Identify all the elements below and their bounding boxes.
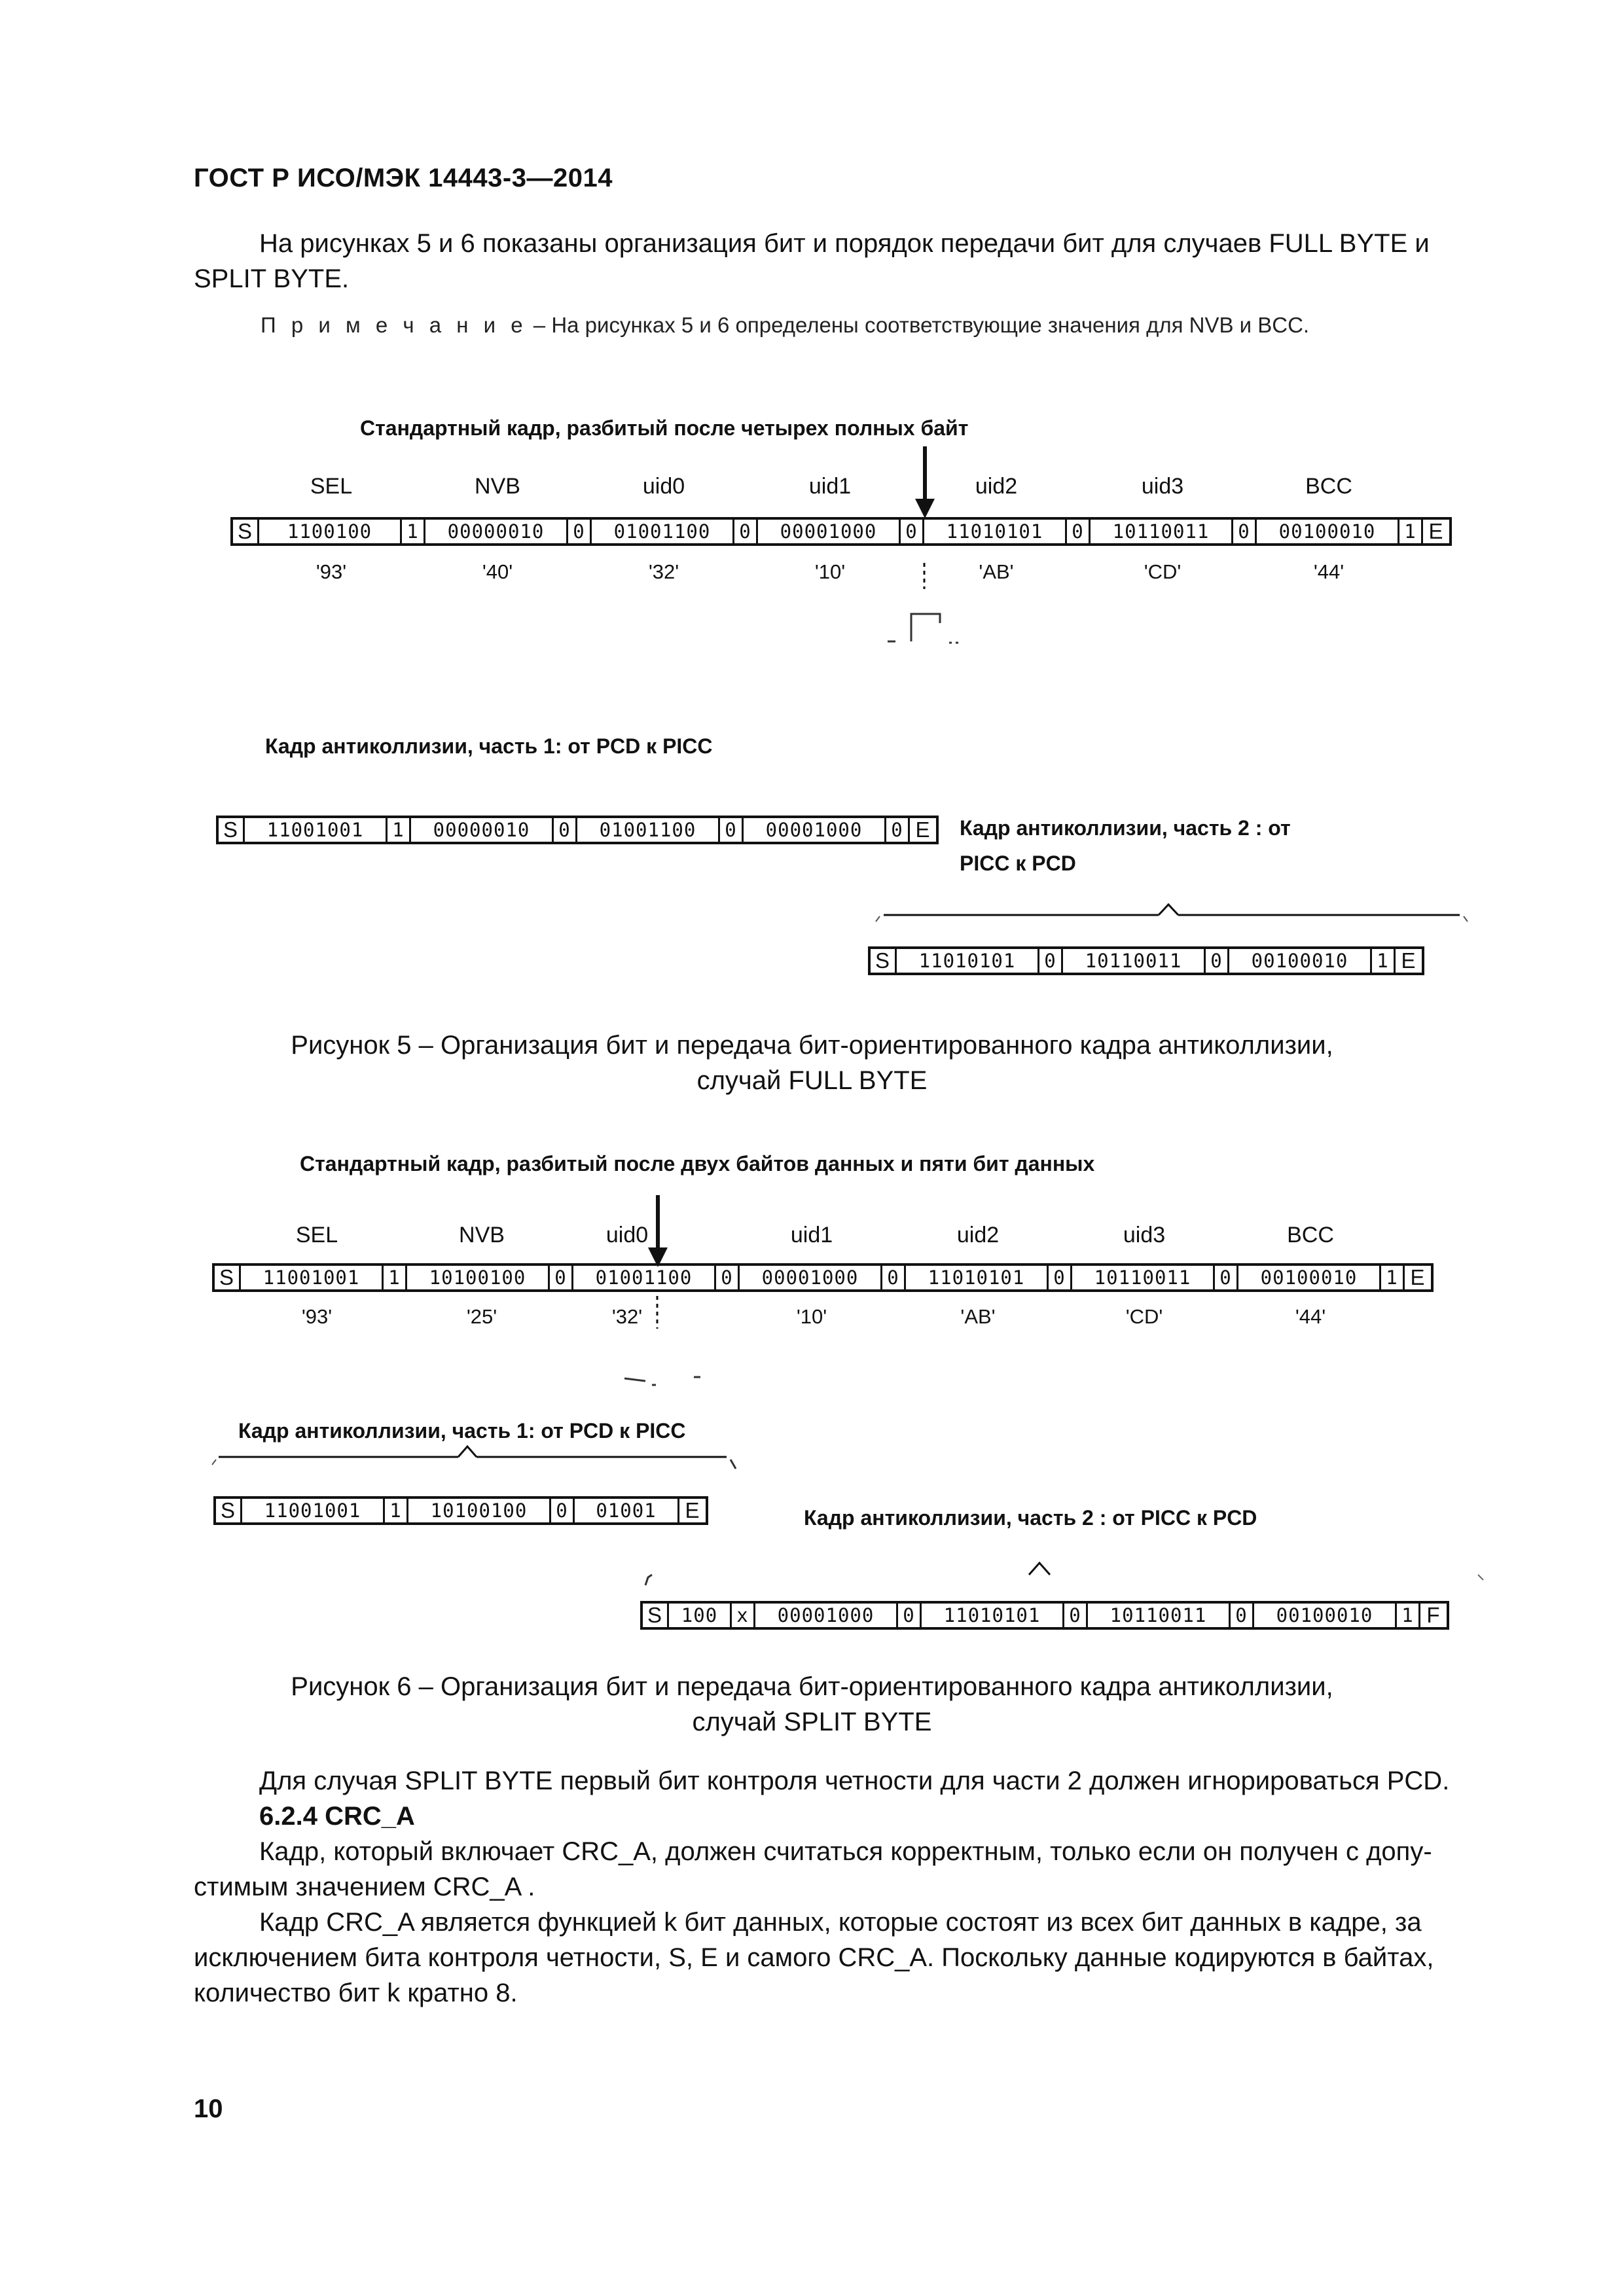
part2-title-line2: PICC к PCD <box>960 852 1076 875</box>
parity-bit: 1 <box>402 520 425 543</box>
byte-cell: 11001001 <box>241 1266 384 1289</box>
caption-line2: случай FULL BYTE <box>696 1066 928 1095</box>
parity-bit: 0 <box>720 818 744 842</box>
byte-cell: 00000010 <box>411 818 554 842</box>
f5-hex-uid1: '10' <box>814 560 846 583</box>
f6-label-bcc: BCC <box>1287 1223 1334 1247</box>
byte-cell: 10100100 <box>407 1266 550 1289</box>
figure6-title: Стандартный кадр, разбитый после двух байтов данных и пяти бит данных <box>300 1152 1095 1175</box>
parity-bit: 0 <box>901 520 924 543</box>
start-bit: S <box>216 1499 242 1522</box>
byte-cell: 11010101 <box>906 1266 1049 1289</box>
f6-label-uid1: uid1 <box>790 1223 833 1247</box>
f5-label-uid0: uid0 <box>642 474 685 499</box>
byte-cell: 10110011 <box>1063 949 1206 973</box>
f5-hex-nvb: '40' <box>482 560 513 583</box>
crc-para1-line1: Кадр, который включает CRC_A, должен считаться корректным, только если он получен с допу- <box>259 1837 1432 1866</box>
split-byte-note: Для случая SPLIT BYTE первый бит контроля четности для части 2 должен игнорироваться PCD. <box>259 1767 1450 1795</box>
f5-hex-uid0: '32' <box>648 560 679 583</box>
figure5-part1-frame <box>216 816 939 844</box>
f5-hex-bcc: '44' <box>1313 560 1344 583</box>
byte-cell: 00001000 <box>740 1266 882 1289</box>
byte-cell: 11001001 <box>245 818 388 842</box>
byte-cell: 00001000 <box>755 1604 898 1627</box>
split-arrow-icon <box>909 446 941 520</box>
start-bit: S <box>215 1266 241 1289</box>
parity-bit: 0 <box>882 1266 906 1289</box>
parity-bit: 0 <box>568 520 592 543</box>
parity-bit: 1 <box>1381 1266 1405 1289</box>
end-bit: E <box>1410 1265 1426 1289</box>
figure5-part2-title <box>960 810 1291 881</box>
byte-cell: 00001000 <box>758 520 901 543</box>
figure5-part2-frame <box>868 946 1424 975</box>
parity-bit: 0 <box>886 818 910 842</box>
f6-label-nvb: NVB <box>459 1223 505 1247</box>
f6-hex-sel: '93' <box>301 1305 333 1328</box>
parity-bit: 0 <box>1206 949 1229 973</box>
end-bit: E <box>1401 948 1416 973</box>
f6-label-uid0: uid0 <box>605 1223 649 1247</box>
figure6-part1-title: Кадр антиколлизии, часть 1: от PCD к PICC <box>238 1419 686 1443</box>
parity-bit: 0 <box>550 1266 573 1289</box>
ignored-parity-bit: x <box>732 1604 755 1627</box>
parity-bit: 1 <box>1372 949 1396 973</box>
start-bit: S <box>871 949 897 973</box>
byte-cell: 01001100 <box>573 1266 716 1289</box>
end-bit: E <box>685 1498 700 1522</box>
crc-para2-line2: исключением бита контроля четности, S, E и самого CRC_A. Поскольку данные кодируются в байтах, <box>194 1943 1434 1972</box>
intro-paragraph: На рисунках 5 и 6 показаны организация бит и порядок передачи бит для случаев FULL BYTE и SPLIT BYTE. <box>194 229 1430 293</box>
f5-hex-sel: '93' <box>316 560 347 583</box>
byte-cell: 00000010 <box>425 520 568 543</box>
parity-bit: 1 <box>1397 1604 1420 1627</box>
byte-cell: 00100010 <box>1229 949 1372 973</box>
section-heading: 6.2.4 CRC_A <box>259 1802 415 1831</box>
byte-cell: 00100010 <box>1254 1604 1397 1627</box>
f5-label-sel: SEL <box>310 474 353 499</box>
parity-bit: 0 <box>1067 520 1091 543</box>
f6-hex-uid1: '10' <box>796 1305 827 1328</box>
brace-icon <box>209 1440 746 1479</box>
figure6-part1-frame <box>213 1496 708 1525</box>
start-bit: S <box>219 818 245 842</box>
parity-bit: 1 <box>1399 520 1423 543</box>
f6-hex-uid3: 'CD' <box>1125 1305 1163 1328</box>
byte-cell: 1100100 <box>259 520 402 543</box>
start-bit: S <box>233 520 259 543</box>
figure6-part2-title: Кадр антиколлизии, часть 2 : от PICC к PCD <box>804 1506 1257 1530</box>
f5-label-uid2: uid2 <box>975 474 1018 499</box>
parity-bit: 1 <box>388 818 411 842</box>
parity-bit: 0 <box>1231 1604 1254 1627</box>
figure5-caption <box>0 1028 1624 1098</box>
part2-title-line1: Кадр антиколлизии, часть 2 : от <box>960 816 1291 840</box>
figure5-standard-frame <box>230 517 1452 546</box>
byte-cell: 01001100 <box>592 520 734 543</box>
parity-bit: 0 <box>1064 1604 1088 1627</box>
crc-para2-line3: количество бит k кратно 8. <box>194 1979 518 2007</box>
parity-bit: 0 <box>716 1266 740 1289</box>
page-number: 10 <box>194 2094 223 2123</box>
split-marker-icon <box>864 550 982 655</box>
note-prefix: П р и м е ч а н и е <box>261 313 528 337</box>
figure6-standard-frame <box>212 1263 1434 1292</box>
parity-bit: 0 <box>1215 1266 1238 1289</box>
f5-label-uid3: uid3 <box>1141 474 1184 499</box>
caption-line1: Рисунок 6 – Организация бит и передача бит-ориентированного кадра антиколлизии, <box>291 1672 1333 1701</box>
end-bit: E <box>915 817 931 842</box>
f5-label-uid1: uid1 <box>808 474 852 499</box>
f6-hex-bcc: '44' <box>1295 1305 1326 1328</box>
byte-cell: 11001001 <box>242 1499 385 1522</box>
f5-hex-uid3: 'CD' <box>1144 560 1182 583</box>
figure5-title: Стандартный кадр, разбитый после четырех полных байт <box>360 416 969 440</box>
brace-icon <box>871 895 1473 941</box>
byte-cell: 01001100 <box>577 818 720 842</box>
parity-bit: 0 <box>1233 520 1257 543</box>
f6-hex-uid2: 'AB' <box>960 1305 996 1328</box>
crc-para1-line2: стимым значением CRC_A . <box>194 1873 535 1901</box>
end-bit: F <box>1426 1603 1441 1627</box>
caption-line1: Рисунок 5 – Организация бит и передача бит-ориентированного кадра антиколлизии, <box>291 1031 1333 1060</box>
f5-label-nvb: NVB <box>475 474 520 499</box>
figure6-caption <box>0 1669 1624 1740</box>
intro-note <box>261 313 1309 338</box>
byte-cell: 10100100 <box>408 1499 551 1522</box>
parity-bit: 1 <box>384 1266 407 1289</box>
partial-byte-cell: 100 <box>669 1604 732 1627</box>
f6-label-uid2: uid2 <box>956 1223 1000 1247</box>
brace-icon <box>639 1549 1490 1601</box>
parity-bit: 0 <box>1039 949 1063 973</box>
partial-byte-cell: 01001 <box>575 1499 679 1522</box>
byte-cell: 11010101 <box>924 520 1067 543</box>
parity-bit: 0 <box>734 520 758 543</box>
f5-hex-uid2: 'AB' <box>979 560 1014 583</box>
byte-cell: 10110011 <box>1088 1604 1231 1627</box>
end-bit: E <box>1428 519 1444 543</box>
f5-label-bcc: BCC <box>1305 474 1352 499</box>
start-bit: S <box>643 1604 669 1627</box>
split-arrow-icon <box>641 1195 674 1268</box>
parity-bit: 0 <box>1049 1266 1072 1289</box>
figure6-part2-frame <box>640 1601 1449 1630</box>
parity-bit: 0 <box>554 818 577 842</box>
byte-cell: 10110011 <box>1072 1266 1215 1289</box>
f6-label-uid3: uid3 <box>1123 1223 1166 1247</box>
f6-label-sel: SEL <box>295 1223 338 1247</box>
f6-hex-uid0: '32' <box>611 1305 643 1328</box>
crc-para2-line1: Кадр CRC_A является функцией k бит данных, которые состоят из всех бит данных в кадре, за <box>259 1908 1422 1937</box>
parity-bit: 0 <box>898 1604 922 1627</box>
parity-bit: 1 <box>385 1499 408 1522</box>
byte-cell: 11010101 <box>897 949 1039 973</box>
byte-cell: 00100010 <box>1257 520 1399 543</box>
figure5-part1-title: Кадр антиколлизии, часть 1: от PCD к PICC <box>265 734 713 758</box>
split-marker-icon <box>615 1291 720 1395</box>
f6-hex-nvb: '25' <box>466 1305 497 1328</box>
byte-cell: 10110011 <box>1091 520 1233 543</box>
parity-bit: 0 <box>551 1499 575 1522</box>
byte-cell: 11010101 <box>922 1604 1064 1627</box>
caption-line2: случай SPLIT BYTE <box>692 1708 932 1736</box>
byte-cell: 00001000 <box>744 818 886 842</box>
document-header: ГОСТ Р ИСО/МЭК 14443-3—2014 <box>194 164 613 192</box>
note-text: – На рисунках 5 и 6 определены соответствующие значения для NVB и BCC. <box>527 313 1310 337</box>
byte-cell: 00100010 <box>1238 1266 1381 1289</box>
